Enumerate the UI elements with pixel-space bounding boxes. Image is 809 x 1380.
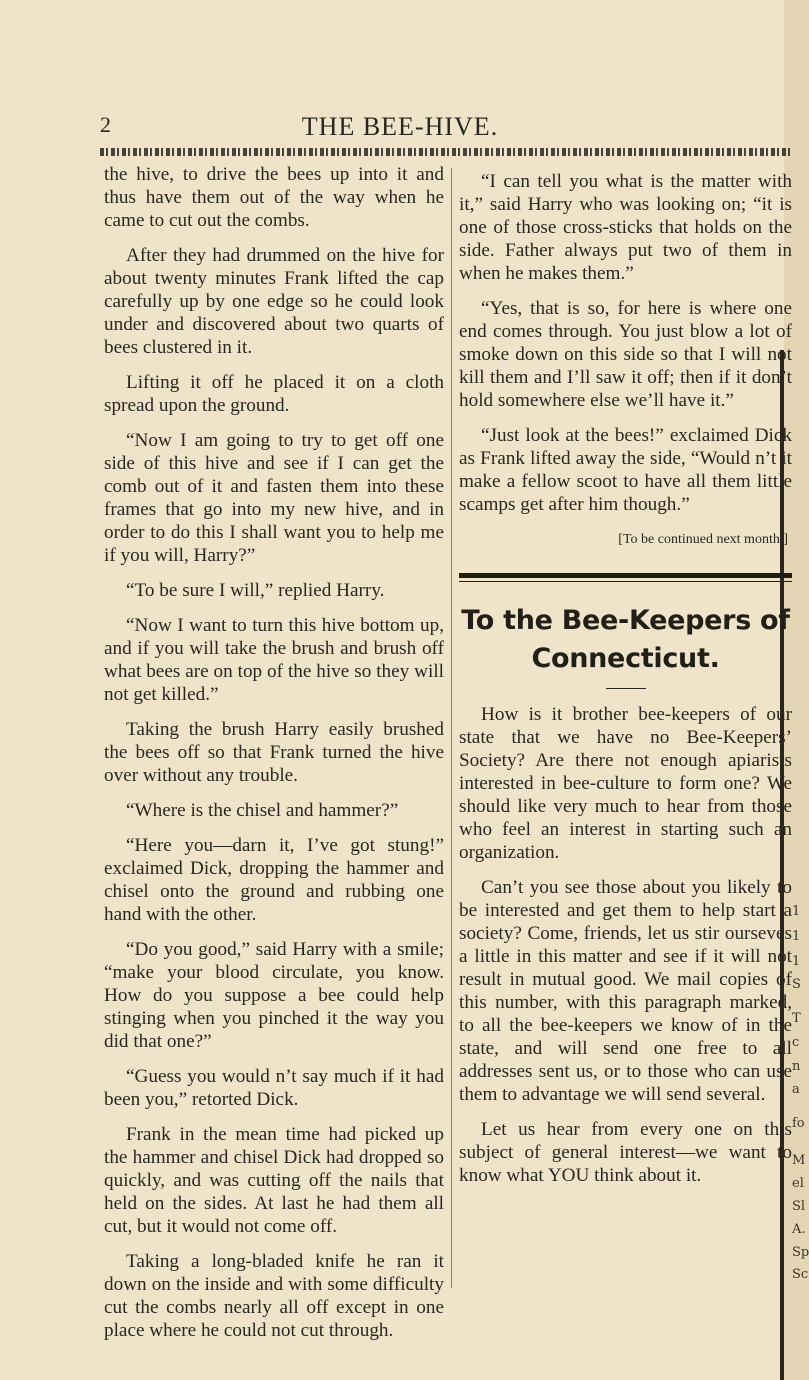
section-heading [459, 602, 792, 678]
paragraph: “Yes, that is so, for here is where one end comes through. You just blow a lot of smoke down on this side so that I will not kill them and I’ll saw it off; then if it don’t hold somewhere else we’ll have it.” [459, 298, 792, 411]
section-heading-line: Connecticut. [531, 643, 720, 674]
paragraph: Let us hear from every one on this subject of general interest—we want to know what YOU think about it. [459, 1119, 792, 1186]
heading-short-rule [606, 688, 646, 689]
spine-fragment: el [792, 1176, 804, 1191]
paragraph: “Do you good,” said Harry with a smile; “make your blood circulate, you know. How do you suppose a bee could help stinging when you pinched it the way you did that one?” [104, 939, 444, 1052]
spine-fragment: T [792, 1011, 801, 1026]
header-ornamental-rule [100, 148, 790, 156]
spine-fragment: 1 [792, 954, 801, 969]
spine-fragment: 1 [792, 929, 801, 944]
running-title: THE BEE-HIVE. [301, 112, 499, 141]
paragraph: “Now I want to turn this hive bottom up, and if you will take the brush and brush off what bees are on top of the hive so they will not get killed.” [104, 615, 444, 705]
right-column [459, 170, 792, 1199]
continued-note: [To be continued next month.] [618, 532, 788, 547]
running-header [100, 112, 790, 142]
page-number: 2 [100, 112, 111, 137]
left-column [104, 163, 444, 1354]
spine-fragment: c [792, 1035, 800, 1050]
paragraph: “Now I am going to try to get off one side of this hive and see if I can get the comb out of it and fasten them into these frames that go into my new hive, and in order to do this I shall want you to help me if you will, Harry?” [104, 430, 444, 566]
spine-fragment: a [792, 1082, 800, 1097]
paragraph: After they had drummed on the hive for about twenty minutes Frank lifted the cap carefully up by one edge so he could look under and discovered about two quarts of bees clustered in it. [104, 245, 444, 358]
paragraph: the hive, to drive the bees up into it and thus have them out of the way when he came to cut out the combs. [104, 164, 444, 231]
section-heavy-rule [459, 573, 792, 578]
paragraph: “I can tell you what is the matter with it,” said Harry who was looking on; “it is one of those cross-sticks that holds on the side. Father always put two of them in when he makes them.” [459, 171, 792, 284]
paragraph: Taking the brush Harry easily brushed the bees off so that Frank turned the hive over without any trouble. [104, 719, 444, 786]
spine-fragment: fo [792, 1116, 805, 1131]
paragraph: “Here you—darn it, I’ve got stung!” exclaimed Dick, dropping the hammer and chisel onto the ground and rubbing one hand with the other. [104, 835, 444, 925]
paragraph: “Guess you would n’t say much if it had been you,” retorted Dick. [104, 1066, 444, 1110]
paragraph: Taking a long-bladed knife he ran it down on the inside and with some difficulty cut the combs nearly all off except in one place where he could not cut through. [104, 1251, 444, 1341]
section-heading-line: To the Bee-Keepers of [461, 605, 790, 636]
spine-fragment: Sp [792, 1245, 809, 1260]
spine-fragment: Sc [792, 1267, 809, 1282]
spine-fragment: n [792, 1059, 801, 1074]
spine-fragment: 1 [792, 904, 801, 919]
paragraph: Frank in the mean time had picked up the hammer and chisel Dick had dropped so quickly, and was cutting off the nails that held on the sides. At last he had them all cut, but it would not come off. [104, 1124, 444, 1237]
paragraph: Lifting it off he placed it on a cloth spread upon the ground. [104, 372, 444, 416]
section-thin-rule [459, 581, 792, 582]
paragraph: “To be sure I will,” replied Harry. [126, 580, 385, 601]
paragraph: “Where is the chisel and hammer?” [126, 800, 399, 821]
spine-fragment: A. [792, 1222, 806, 1237]
spine-fragment: S [792, 977, 801, 992]
paragraph: “Just look at the bees!” exclaimed Dick as Frank lifted away the side, “Would n’t it make a fellow scoot to have all them little scamps get after him though.” [459, 425, 792, 515]
paragraph: Can’t you see those about you likely to be interested and get them to help start a society? Come, friends, let us stir ourseves a little in this matter and see if it will not result in mutual good. We mail copies of this number, with this paragraph marked, to all the bee-keepers we know of in the state, and will send one free to all addresses sent us, or to those who can use them to advantage we will send several. [459, 877, 792, 1105]
paragraph: How is it brother bee-keepers of our state that we have no Bee-Keepers’ Society? Are there not enough apiarists interested in bee-culture to form one? We should like very much to hear from those who feel an interest in starting such an organization. [459, 704, 792, 863]
spine-fragment: Sl [792, 1199, 806, 1214]
column-divider [451, 168, 452, 1288]
spine-fragment: M [792, 1153, 806, 1168]
